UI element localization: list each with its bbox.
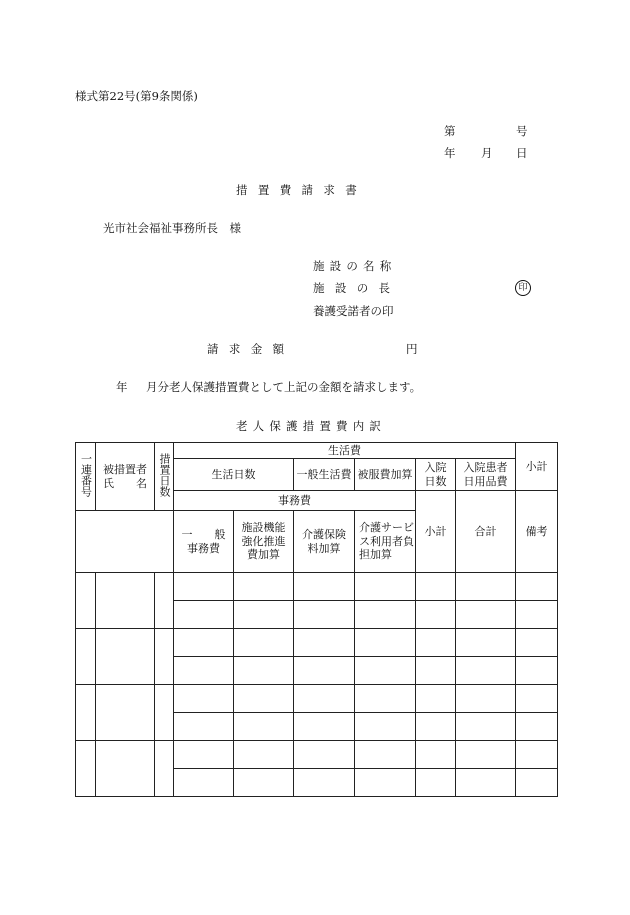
- table-cell: [355, 685, 416, 713]
- serial-no-cell: [76, 685, 96, 741]
- table-cell: [456, 657, 516, 685]
- table-cell: [516, 769, 558, 797]
- patient-name-header: 被措置者 氏 名: [96, 443, 155, 511]
- total-header: 合計: [456, 491, 516, 573]
- patient-name-cell: [96, 629, 155, 685]
- table-cell: [416, 685, 456, 713]
- form-number: 様式第22号(第9条関係): [75, 89, 198, 103]
- table-cell: [234, 713, 294, 741]
- clothing-add-header: 被服費加算: [355, 459, 416, 491]
- days-cell: [155, 685, 174, 741]
- statement-year: 年: [116, 380, 128, 394]
- doc-number-dai: 第: [444, 124, 456, 138]
- office-costs-header: 事務費: [174, 491, 416, 511]
- table-cell: [355, 713, 416, 741]
- days-cell: [155, 741, 174, 797]
- seal-mark: 印: [515, 280, 531, 296]
- amount-label: 請求金額: [207, 342, 295, 356]
- table-cell: [416, 629, 456, 657]
- date-year: 年: [444, 146, 456, 160]
- table-cell: [294, 629, 355, 657]
- table-cell: [234, 769, 294, 797]
- table-title: 老人保護措置費内訳: [236, 419, 387, 433]
- care-insurance-header: 介護保険料加算: [294, 511, 355, 573]
- table-cell: [234, 601, 294, 629]
- general-living-header: 一般生活費: [294, 459, 355, 491]
- care-service-header: 介護サービス利用者負担加算: [355, 511, 416, 573]
- table-cell: [294, 657, 355, 685]
- serial-no-cell: [76, 741, 96, 797]
- table-cell: [456, 601, 516, 629]
- table-cell: [416, 741, 456, 769]
- table-cell: [456, 685, 516, 713]
- table-cell: [294, 601, 355, 629]
- table-cell: [355, 741, 416, 769]
- table-cell: [516, 629, 558, 657]
- table-cell: [234, 685, 294, 713]
- patient-name-cell: [96, 685, 155, 741]
- table-cell: [355, 657, 416, 685]
- table-cell: [416, 573, 456, 601]
- table-cell: [355, 629, 416, 657]
- table-cell: [294, 741, 355, 769]
- living-days-header: 生活日数: [174, 459, 294, 491]
- serial-no-header: 一連番号: [76, 443, 96, 511]
- table-cell: [355, 769, 416, 797]
- table-cell: [294, 713, 355, 741]
- living-costs-header: 生活費: [174, 443, 516, 459]
- table-cell: [456, 713, 516, 741]
- table-cell: [174, 685, 234, 713]
- table-cell: [174, 769, 234, 797]
- table-cell: [355, 573, 416, 601]
- table-cell: [234, 741, 294, 769]
- subtotal-a-header: 小計: [516, 443, 558, 491]
- table-cell: [174, 741, 234, 769]
- acceptor-seal-label: 養護受諾者の印: [313, 304, 394, 318]
- table-cell: [174, 573, 234, 601]
- date-month: 月: [481, 146, 493, 160]
- table-cell: [355, 601, 416, 629]
- table-cell: [174, 601, 234, 629]
- addressee: 光市社会福祉事務所長 様: [103, 221, 241, 235]
- remarks-header: 備考: [516, 491, 558, 573]
- document-title: 措置費請求書: [236, 183, 368, 197]
- table-cell: [174, 629, 234, 657]
- doc-number-go: 号: [516, 124, 528, 138]
- table-cell: [174, 657, 234, 685]
- amount-yen: 円: [406, 342, 418, 356]
- table-cell: [294, 769, 355, 797]
- table-cell: [456, 769, 516, 797]
- table-cell: [516, 657, 558, 685]
- serial-no-cell: [76, 573, 96, 629]
- table-cell: [416, 601, 456, 629]
- hosp-goods-header: 入院患者日用品費: [456, 459, 516, 491]
- patient-name-cell: [96, 573, 155, 629]
- table-cell: [516, 573, 558, 601]
- days-header: 措置日数: [155, 443, 174, 511]
- table-cell: [234, 629, 294, 657]
- subtotal-b-header: 小計: [416, 491, 456, 573]
- table-cell: [456, 741, 516, 769]
- serial-no-cell: [76, 629, 96, 685]
- general-office-header: 一 般事務費: [174, 511, 234, 573]
- days-cell: [155, 629, 174, 685]
- facility-strength-header: 施設機能強化推進費加算: [234, 511, 294, 573]
- table-cell: [516, 713, 558, 741]
- patient-name-cell: [96, 741, 155, 797]
- table-cell: [294, 685, 355, 713]
- table-cell: [234, 657, 294, 685]
- statement-text: 月分老人保護措置費として上記の金額を請求します。: [146, 380, 422, 394]
- table-cell: [416, 713, 456, 741]
- days-cell: [155, 573, 174, 629]
- table-cell: [516, 741, 558, 769]
- table-cell: [416, 657, 456, 685]
- table-cell: [456, 629, 516, 657]
- date-day: 日: [516, 146, 528, 160]
- table-cell: [416, 769, 456, 797]
- header-blank: [76, 511, 174, 573]
- table-cell: [456, 573, 516, 601]
- table-cell: [234, 573, 294, 601]
- table-cell: [516, 685, 558, 713]
- expense-table: [75, 442, 558, 797]
- facility-name-label: 施設の名称: [313, 259, 397, 273]
- table-cell: [516, 601, 558, 629]
- table-cell: [294, 573, 355, 601]
- hosp-days-header: 入院日数: [416, 459, 456, 491]
- table-cell: [174, 713, 234, 741]
- facility-head-label: 施設の長: [313, 281, 401, 295]
